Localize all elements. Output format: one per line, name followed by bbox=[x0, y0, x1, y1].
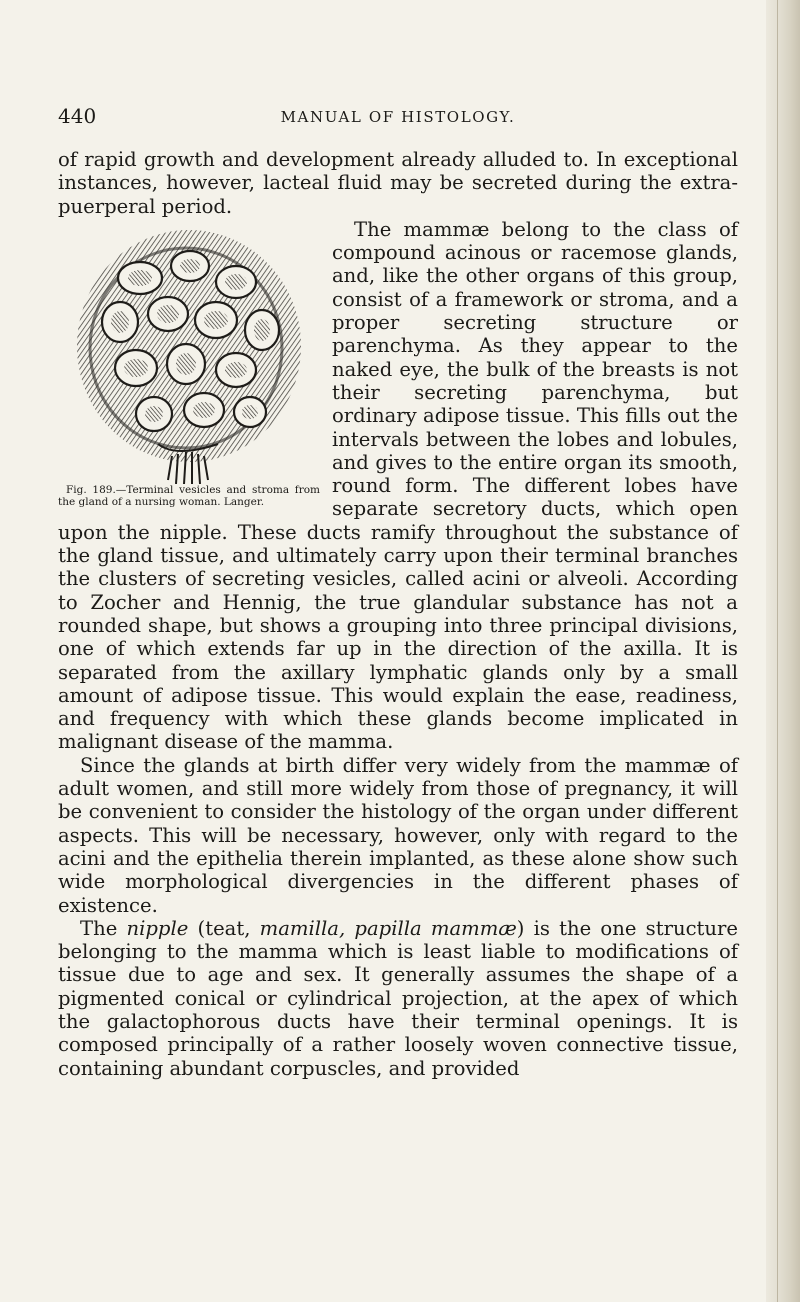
paragraph-4-mid: (teat, bbox=[188, 916, 260, 940]
page-number: 440 bbox=[58, 104, 97, 128]
term-mamilla: mamilla, papilla mammæ bbox=[259, 916, 517, 940]
figure-caption: Fig. 189.—Terminal vesicles and stroma from the gland of a nursing woman. Langer. bbox=[58, 483, 320, 508]
page-header bbox=[58, 104, 738, 132]
running-title: MANUAL OF HISTOLOGY. bbox=[280, 108, 516, 126]
body-text bbox=[58, 148, 738, 1080]
paragraph-3: Since the glands at birth differ very widely from the mammæ of adult women, and still more widely from those of pregnancy, it will be convenient to consider the histology of the organ under different aspects. This will be necessary, however, only with regard to the acini and the epithelia therein implanted, as these alone show such wide morphological divergencies in the different phases of existence. bbox=[58, 753, 738, 917]
figure-189 bbox=[58, 218, 320, 508]
paragraph-4-lead: The bbox=[80, 916, 127, 940]
paragraph-4 bbox=[58, 917, 738, 1080]
paragraph-1: of rapid growth and development already alluded to. In exceptional instances, however, lacteal fluid may be secreted during the extra-puerperal period. bbox=[58, 148, 738, 218]
paragraph-2-text: The mammæ belong to the class of compound acinous or racemose glands, and, like the other organs of this group, consist of a framework or stroma, and a proper secreting structure or parenchyma. As they appear to the naked eye, the bulk of the breasts is not their secreting parenchyma, but ordinary adipose tissue. This fills out the intervals between the lobes and lobules, and gives to the entire organ its smooth, round form. The different lobes have separate secretory ducts, which open upon the nipple. These ducts ramify throughout the substance of the gland tissue, and ultimately carry upon their terminal branches the clusters of secreting vesicles, called acini or alveoli. According to Zocher and Hennig, the true glandular substance has not a rounded shape, but shows a grouping into three principal divisions, one of which extends far up in the direction of the axilla. It is separated from the axillary lymphatic glands only by a small amount of adipose tissue. This would explain the ease, readiness, and frequency with which these glands become implicated in malignant disease of the mamma. bbox=[58, 217, 738, 754]
paragraph-2 bbox=[58, 218, 738, 754]
histology-illustration bbox=[58, 218, 320, 484]
paragraph-4-rest: ) is the one structure belonging to the mamma which is least liable to modifications of tissue due to age and sex. It generally assumes the shape of a pigmented conical or cylindrical projection, at the apex of which the galactophorous ducts have their terminal openings. It is composed principally of a rather loosely woven connective tissue, containing abundant corpuscles, and provided bbox=[58, 916, 738, 1080]
term-nipple: nipple bbox=[126, 916, 189, 940]
page-edge-shadow bbox=[766, 0, 800, 1302]
page-edge-line bbox=[777, 0, 778, 1302]
